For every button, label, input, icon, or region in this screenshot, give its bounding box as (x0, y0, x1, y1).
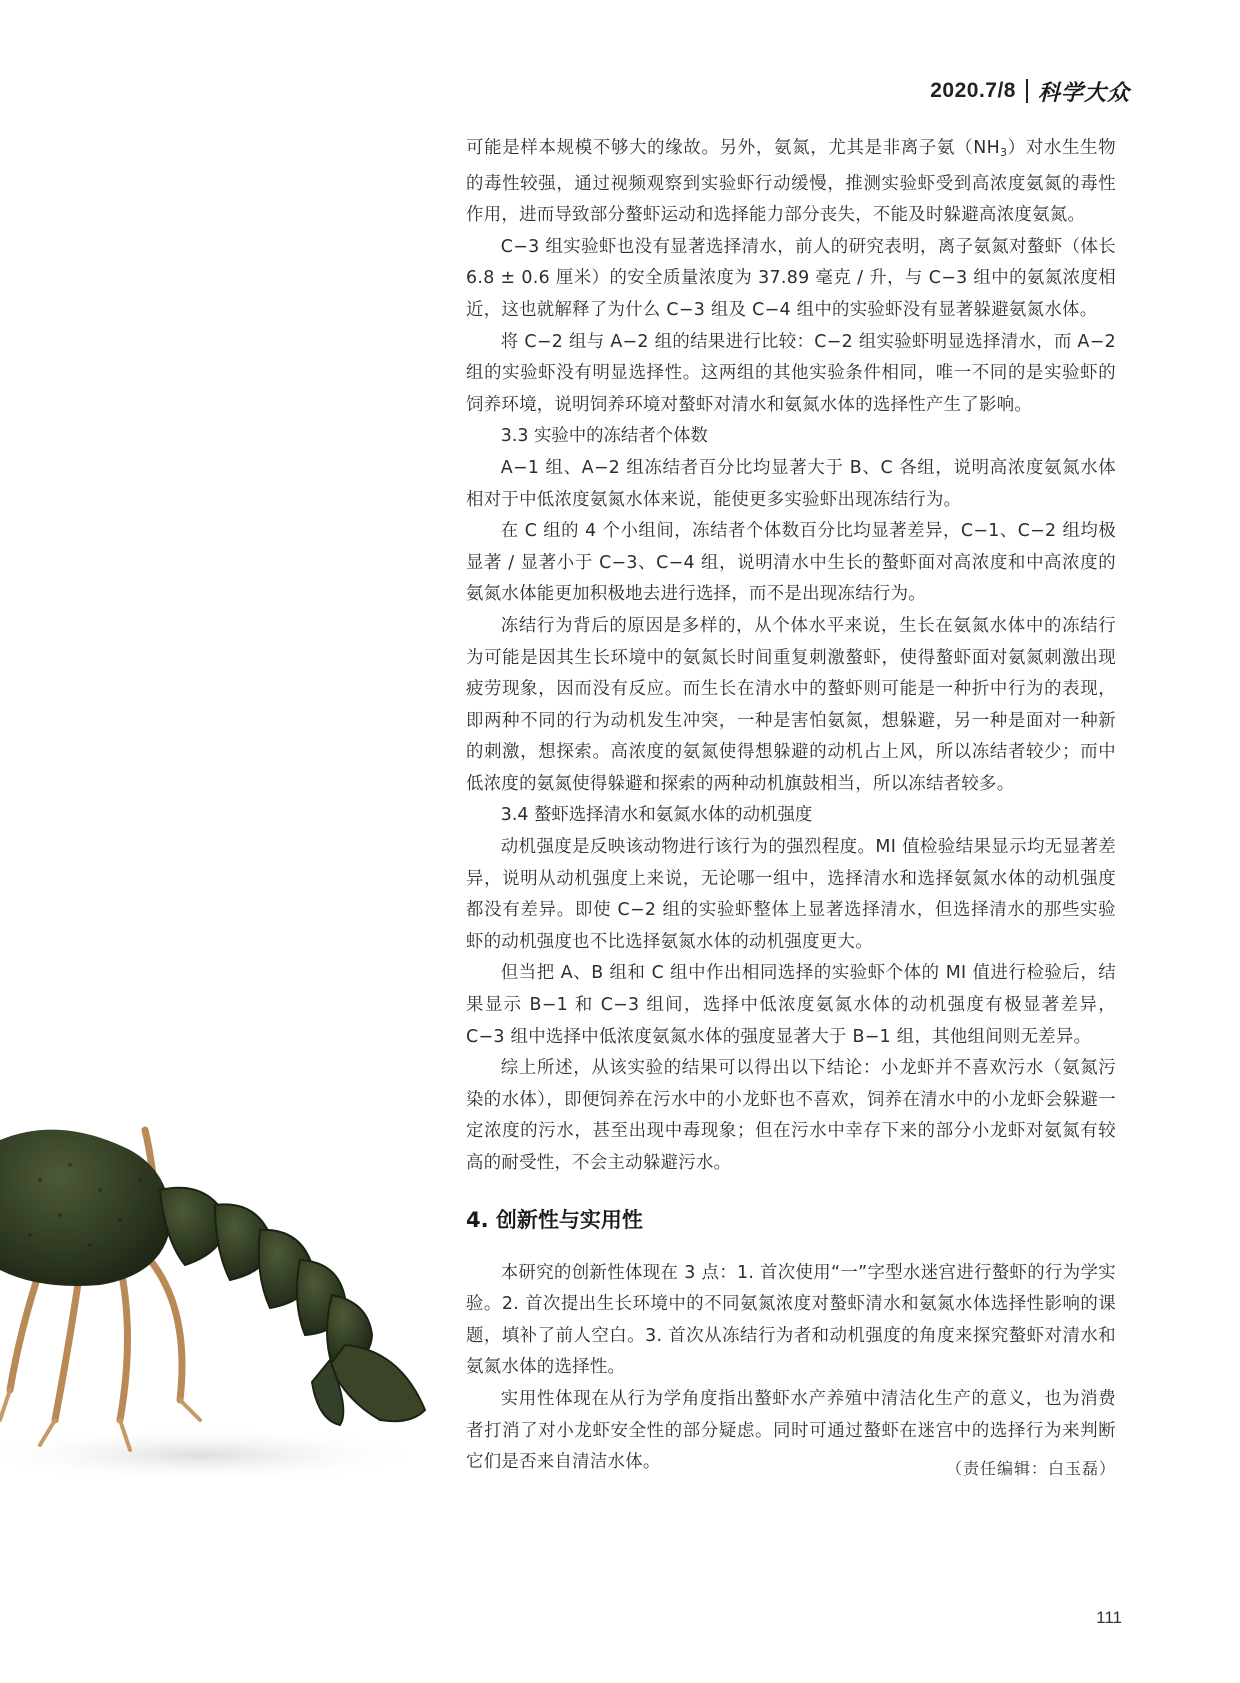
paragraph: A−1 组、A−2 组冻结者百分比均显著大于 B、C 各组，说明高浓度氨氮水体相对于中低浓度氨氮水体来说，能使更多实验虾出现冻结行为。 (466, 457, 1116, 510)
article-body (466, 133, 1116, 1479)
header-divider (1026, 79, 1028, 103)
section-heading: 4. 创新性与实用性 (466, 1207, 643, 1232)
issue-date: 2020.7/8 (930, 79, 1016, 102)
final-paragraph-block (466, 1384, 1116, 1479)
page-number: 111 (1096, 1608, 1122, 1627)
subsection-heading: 3.4 螯虾选择清水和氨氮水体的动机强度 (500, 805, 813, 826)
editor-credit: （责任编辑：白玉磊） (945, 1458, 1116, 1478)
subsection-heading: 3.3 实验中的冻结者个体数 (500, 426, 708, 447)
paragraph: 实用性体现在从行为学角度指出螯虾水产养殖中清洁化生产的意义，也为消费者打消了对小龙虾安全性的部分疑虑。同时可通过螯虾在迷宫中的选择行为来判断它们是否来自清洁水体。 (466, 1388, 1116, 1473)
crayfish-image (0, 1120, 440, 1490)
paragraph: C−3 组实验虾也没有显著选择清水，前人的研究表明，离子氨氮对螯虾（体长 6.8 ± 0.6 厘米）的安全质量浓度为 37.89 毫克 / 升，与 C−3 组中的氨氮浓度相近，这也就解释了为什么 C−3 组及 C−4 组中的实验虾没有显著躲避氨氮水体。 (466, 236, 1116, 320)
paragraph: 本研究的创新性体现在 3 点：1. 首次使用“一”字型水迷宫进行螯虾的行为学实验。2. 首次提出生长环境中的不同氨氮浓度对螯虾清水和氨氮水体选择性影响的课题，填补了前人空白。3. 首次从冻结行为者和动机强度的角度来探究螯虾对清水和氨氮水体的选择性。 (466, 1262, 1116, 1378)
paragraph: 将 C−2 组与 A−2 组的结果进行比较：C−2 组实验虾明显选择清水，而 A−2 组的实验虾没有明显选择性。这两组的其他实验条件相同，唯一不同的是实验虾的饲养环境，说明饲养环境对螯虾对清水和氨氮水体的选择性产生了影响。 (466, 331, 1116, 415)
paragraph: 可能是样本规模不够大的缘故。另外，氨氮，尤其是非离子氨$(NH_3)$对水生生物的毒性较强，通过视频观察到实验虾行动缓慢，推测实验虾受到高浓度氨氮的毒性作用，进而导致部分螯虾运动和选择能力部分丧失，不能及时躲避高浓度氨氮。 (466, 138, 1116, 226)
page-header (930, 74, 1130, 108)
paragraph: 冻结行为背后的原因是多样的，从个体水平来说，生长在氨氮水体中的冻结行为可能是因其生长环境中的氨氮长时间重复刺激螯虾，使得螯虾面对氨氮刺激出现疲劳现象，因而没有反应。而生长在清水中的螯虾则可能是一种折中行为的表现，即两种不同的行为动机发生冲突，一种是害怕氨氮，想躲避，另一种是面对一种新的刺激，想探索。高浓度的氨氮使得想躲避的动机占上风，所以冻结者较少；而中低浓度的氨氮使得躲避和探索的两种动机旗鼓相当，所以冻结者较多。 (466, 615, 1116, 794)
paragraph: 综上所述，从该实验的结果可以得出以下结论：小龙虾并不喜欢污水（氨氮污染的水体），即便饲养在污水中的小龙虾也不喜欢，饲养在清水中的小龙虾会躲避一定浓度的污水，甚至出现中毒现象；但在污水中幸存下来的部分小龙虾对氨氮有较高的耐受性，不会主动躲避污水。 (466, 1058, 1116, 1173)
magazine-logo: 科学大众 (1037, 79, 1130, 106)
paragraph: 动机强度是反映该动物进行该行为的强烈程度。MI 值检验结果显示均无显著差异，说明从动机强度上来说，无论哪一组中，选择清水和选择氨氮水体的动机强度都没有差异。即使 C−2 组的实验虾整体上显著选择清水，但选择清水的那些实验虾的动机强度也不比选择氨氮水体的动机强度更大。 (466, 837, 1116, 952)
paragraph: 在 C 组的 4 个小组间，冻结者个体数百分比均显著差异，C−1、C−2 组均极显著 / 显著小于 C−3、C−4 组，说明清水中生长的螯虾面对高浓度和中高浓度的氨氮水体能更加积极地去进行选择，而不是出现冻结行为。 (466, 521, 1116, 605)
paragraph: 但当把 A、B 组和 C 组中作出相同选择的实验虾个体的 MI 值进行检验后，结果显示 B−1 和 C−3 组间，选择中低浓度氨氮水体的动机强度有极显著差异，C−3 组中选择中低浓度氨氮水体的强度显著大于 B−1 组，其他组间则无差异。 (466, 963, 1116, 1047)
